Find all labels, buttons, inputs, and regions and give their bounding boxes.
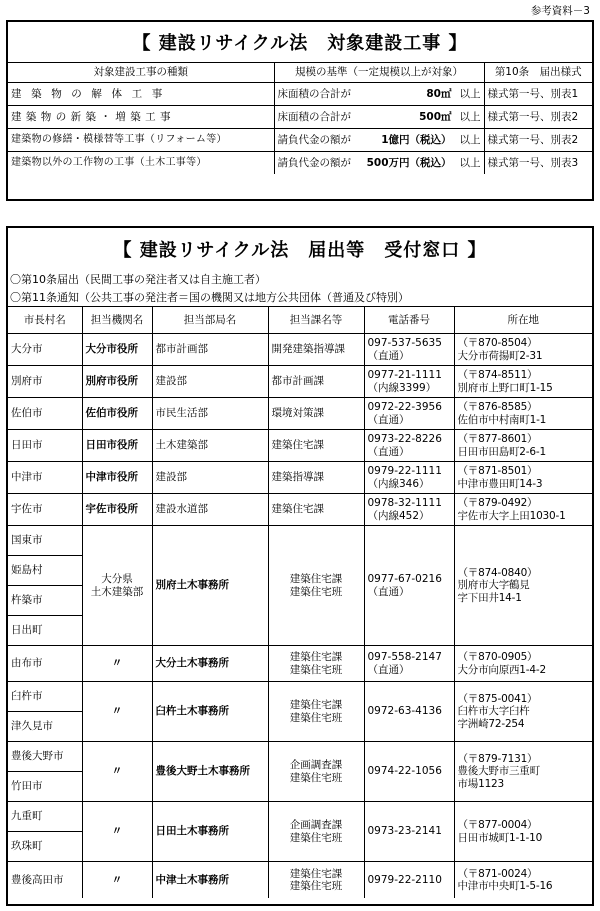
city-name: 宇佐市 xyxy=(8,494,82,526)
header-agency: 担当機関名 xyxy=(82,307,152,334)
section-name: 企画調査課 建築住宅班 xyxy=(268,742,364,802)
dept-name: 日田土木事務所 xyxy=(152,802,268,862)
agency-name: 大分市役所 xyxy=(82,334,152,366)
table-row xyxy=(8,742,592,772)
agency-name: 中津市役所 xyxy=(82,462,152,494)
work-type: 建築物の解体工事 xyxy=(8,83,274,106)
city-name: 九重町 xyxy=(8,802,82,832)
address: （〒879-7131） 豊後大野市三重町 市場1123 xyxy=(454,742,592,802)
phone-number: 0979-22-1111 （内線346） xyxy=(364,462,454,494)
address: （〒877-0004） 日田市城町1-1-10 xyxy=(454,802,592,862)
criteria-label: 請負代金の額が xyxy=(277,157,351,169)
dept-name: 建設水道部 xyxy=(152,494,268,526)
dept-name: 豊後大野土木事務所 xyxy=(152,742,268,802)
criteria-cell xyxy=(274,129,484,152)
city-name: 竹田市 xyxy=(8,772,82,802)
header-city: 市長村名 xyxy=(8,307,82,334)
dept-name: 大分土木事務所 xyxy=(152,646,268,682)
table-row xyxy=(8,106,592,129)
table-row xyxy=(8,129,592,152)
phone-number: 097-558-2147 （直通） xyxy=(364,646,454,682)
dept-name: 都市計画部 xyxy=(152,334,268,366)
header-criteria: 規模の基準（一定規模以上が対象） xyxy=(274,63,484,83)
ditto-mark: 〃 xyxy=(82,862,152,898)
dept-name: 別府土木事務所 xyxy=(152,526,268,646)
phone-number: 0974-22-1056 xyxy=(364,742,454,802)
table-row xyxy=(8,802,592,832)
address: （〒879-0492） 宇佐市大字上田1030-1 xyxy=(454,494,592,526)
city-name: 玖珠町 xyxy=(8,832,82,862)
city-name: 臼杵市 xyxy=(8,682,82,712)
work-type: 建築物の修繕・模様替等工事（リフォーム等） xyxy=(8,129,274,152)
table-row xyxy=(8,430,592,462)
note-article-11: 〇第11条通知（公共工事の発注者＝国の機関又は地方公共団体（普通及び特別） xyxy=(10,291,409,304)
criteria-cell xyxy=(274,83,484,106)
ditto-mark: 〃 xyxy=(82,682,152,742)
dept-name: 建設部 xyxy=(152,462,268,494)
table-row xyxy=(8,462,592,494)
address: （〒877-8601） 日田市田島町2-6-1 xyxy=(454,430,592,462)
header-dept: 担当部局名 xyxy=(152,307,268,334)
section-name: 建築住宅課 xyxy=(268,430,364,462)
address: （〒874-0840） 別府市大字鶴見 字下田井14-1 xyxy=(454,526,592,646)
phone-number: 0978-32-1111 （内線452） xyxy=(364,494,454,526)
dept-name: 市民生活部 xyxy=(152,398,268,430)
table-row xyxy=(8,366,592,398)
address: （〒874-8511） 別府市上野口町1-15 xyxy=(454,366,592,398)
address: （〒871-0024） 中津市中央町1-5-16 xyxy=(454,862,592,898)
table-row xyxy=(8,526,592,556)
dept-name: 臼杵土木事務所 xyxy=(152,682,268,742)
address: （〒876-8585） 佐伯市中村南町1-1 xyxy=(454,398,592,430)
criteria-unit: 以上 xyxy=(459,88,481,100)
criteria-label: 床面積の合計が xyxy=(277,111,351,123)
address: （〒870-0905） 大分市向原西1-4-2 xyxy=(454,646,592,682)
city-name: 中津市 xyxy=(8,462,82,494)
note-article-10: 〇第10条届出（民間工事の発注者又は自主施工者） xyxy=(10,273,266,286)
form-name: 様式第一号、別表2 xyxy=(484,106,592,129)
criteria-label: 床面積の合計が xyxy=(277,88,351,100)
phone-number: 0977-21-1111 （内線3399） xyxy=(364,366,454,398)
criteria-value: 500万円（税込） xyxy=(366,157,452,169)
table-row xyxy=(8,152,592,175)
city-name: 大分市 xyxy=(8,334,82,366)
table-row xyxy=(8,862,592,898)
header-phone: 電話番号 xyxy=(364,307,454,334)
criteria-value: 1億円（税込） xyxy=(381,134,452,146)
work-type: 建築物以外の工作物の工事（土木工事等） xyxy=(8,152,274,175)
ditto-mark: 〃 xyxy=(82,802,152,862)
city-name: 国東市 xyxy=(8,526,82,556)
header-address: 所在地 xyxy=(454,307,592,334)
criteria-unit: 以上 xyxy=(459,111,481,123)
city-name: 佐伯市 xyxy=(8,398,82,430)
table-row xyxy=(8,83,592,106)
phone-number: 0972-22-3956 （直通） xyxy=(364,398,454,430)
city-name: 別府市 xyxy=(8,366,82,398)
agency-name: 別府市役所 xyxy=(82,366,152,398)
header-form: 第10条 届出様式 xyxy=(484,63,592,83)
agency-name: 佐伯市役所 xyxy=(82,398,152,430)
table-row xyxy=(8,494,592,526)
criteria-cell xyxy=(274,106,484,129)
section-name: 建築住宅課 建築住宅班 xyxy=(268,646,364,682)
agency-name: 日田市役所 xyxy=(82,430,152,462)
target-works-title: 【 建設リサイクル法 対象建設工事 】 xyxy=(8,22,592,63)
form-name: 様式第一号、別表2 xyxy=(484,129,592,152)
address: （〒871-8501） 中津市豊田町14-3 xyxy=(454,462,592,494)
agency-name: 大分県 土木建築部 xyxy=(82,526,152,646)
section-name: 建築住宅課 建築住宅班 xyxy=(268,526,364,646)
table-row xyxy=(8,398,592,430)
target-works-box xyxy=(6,20,594,201)
ditto-mark: 〃 xyxy=(82,742,152,802)
target-works-table xyxy=(8,63,592,174)
section-name: 開発建築指導課 xyxy=(268,334,364,366)
city-name: 豊後高田市 xyxy=(8,862,82,898)
criteria-value: 500㎡ xyxy=(419,111,452,123)
dept-name: 土木建築部 xyxy=(152,430,268,462)
criteria-cell xyxy=(274,152,484,175)
phone-number: 0979-22-2110 xyxy=(364,862,454,898)
city-name: 由布市 xyxy=(8,646,82,682)
phone-number: 0972-63-4136 xyxy=(364,682,454,742)
criteria-unit: 以上 xyxy=(459,157,481,169)
table-row xyxy=(8,682,592,712)
city-name: 日出町 xyxy=(8,616,82,646)
dept-name: 中津土木事務所 xyxy=(152,862,268,898)
section-name: 建築住宅課 xyxy=(268,494,364,526)
dept-name: 建設部 xyxy=(152,366,268,398)
phone-number: 0973-22-8226 （直通） xyxy=(364,430,454,462)
section-name: 環境対策課 xyxy=(268,398,364,430)
section-name: 建築指導課 xyxy=(268,462,364,494)
reception-title: 【 建設リサイクル法 届出等 受付窓口 】 xyxy=(113,240,487,261)
table-header-row xyxy=(8,63,592,83)
table-header-row xyxy=(8,307,592,334)
reference-label: 参考資料－3 xyxy=(530,5,590,17)
city-name: 津久見市 xyxy=(8,712,82,742)
criteria-unit: 以上 xyxy=(459,134,481,146)
reception-box xyxy=(6,226,594,906)
address: （〒870-8504） 大分市荷揚町2-31 xyxy=(454,334,592,366)
city-name: 杵築市 xyxy=(8,586,82,616)
form-name: 様式第一号、別表3 xyxy=(484,152,592,175)
section-name: 企画調査課 建築住宅班 xyxy=(268,802,364,862)
table-row xyxy=(8,646,592,682)
phone-number: 097-537-5635 （直通） xyxy=(364,334,454,366)
reception-table xyxy=(8,306,592,898)
phone-number: 0973-23-2141 xyxy=(364,802,454,862)
ditto-mark: 〃 xyxy=(82,646,152,682)
city-name: 日田市 xyxy=(8,430,82,462)
section-name: 建築住宅課 建築住宅班 xyxy=(268,682,364,742)
criteria-value: 80㎡ xyxy=(426,88,452,100)
section-name: 建築住宅課 建築住宅班 xyxy=(268,862,364,898)
phone-number: 0977-67-0216 （直通） xyxy=(364,526,454,646)
table-row xyxy=(8,334,592,366)
section-name: 都市計画課 xyxy=(268,366,364,398)
criteria-label: 請負代金の額が xyxy=(277,134,351,146)
work-type: 建築物の新築・増築工事 xyxy=(8,106,274,129)
header-section: 担当課名等 xyxy=(268,307,364,334)
form-name: 様式第一号、別表1 xyxy=(484,83,592,106)
city-name: 豊後大野市 xyxy=(8,742,82,772)
header-work-type: 対象建設工事の種類 xyxy=(8,63,274,83)
agency-name: 宇佐市役所 xyxy=(82,494,152,526)
address: （〒875-0041） 臼杵市大字臼杵 字洲崎72-254 xyxy=(454,682,592,742)
city-name: 姫島村 xyxy=(8,556,82,586)
